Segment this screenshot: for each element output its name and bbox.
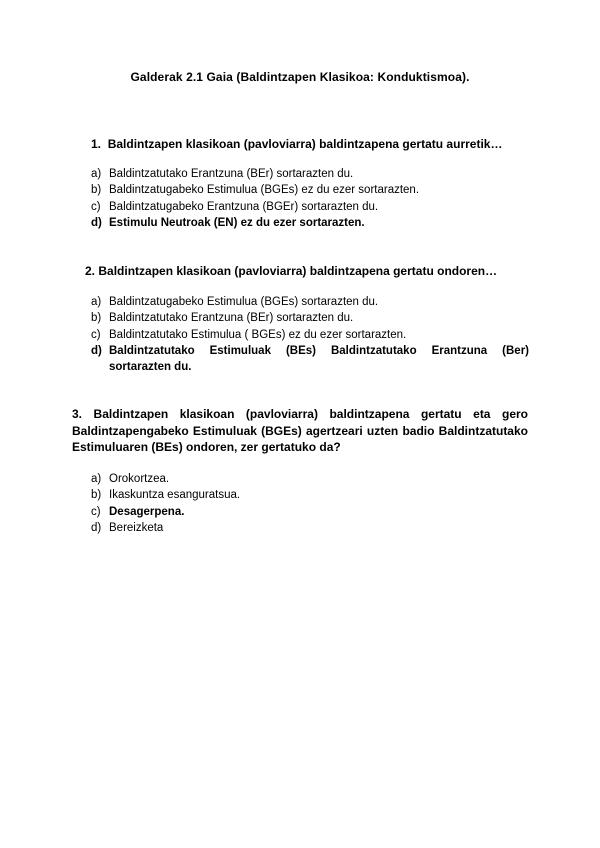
question-3-number: 3. xyxy=(72,407,83,421)
question-1-text: Baldintzapen klasikoan (pavloviarra) baldintzapena gertatu aurretik… xyxy=(107,137,503,151)
option-text: Baldintzatugabeko Erantzuna (BGEr) sortarazten du. xyxy=(109,200,379,213)
option-label: a) xyxy=(91,473,102,485)
question-2-number: 2. xyxy=(85,264,96,278)
option-item xyxy=(91,520,511,536)
question-2-text: Baldintzapen klasikoan (pavloviarra) baldintzapena gertatu ondoren… xyxy=(98,264,498,278)
option-label: c) xyxy=(91,328,101,341)
option-text: Baldintzatugabeko Estimulua (BGEs) ez du ezer sortarazten. xyxy=(109,184,420,197)
option-item xyxy=(91,487,511,503)
document-title: Galderak 2.1 Gaia (Baldintzapen Klasikoa: Konduktismoa). xyxy=(130,70,470,84)
option-item xyxy=(91,294,511,310)
option-label: c) xyxy=(91,200,101,213)
option-item xyxy=(91,471,511,487)
option-item xyxy=(91,166,511,182)
option-text: Baldintzatutako Erantzuna (BEr) sortarazten du. xyxy=(109,312,354,325)
option-label: c) xyxy=(91,505,101,518)
option-text: Desagerpena. xyxy=(109,505,185,518)
option-label: b) xyxy=(91,312,102,325)
option-item-correct xyxy=(91,215,511,231)
option-text: Baldintzatutako Estimulua ( BGEs) ez du ezer sortarazten. xyxy=(109,328,407,341)
option-item-correct xyxy=(91,504,511,520)
question-1-options xyxy=(91,166,511,231)
option-text: Baldintzatugabeko Estimulua (BGEs) sortarazten du. xyxy=(109,296,379,308)
option-label: d) xyxy=(91,521,102,534)
question-3 xyxy=(72,406,528,456)
option-label: a) xyxy=(91,296,102,308)
option-text: Bereizketa xyxy=(109,521,164,534)
option-label: b) xyxy=(91,184,102,197)
question-1-number: 1. xyxy=(91,137,102,151)
option-item xyxy=(91,199,511,215)
question-3-options xyxy=(91,471,511,536)
option-item xyxy=(91,182,511,198)
question-2 xyxy=(85,264,497,278)
question-1 xyxy=(91,137,502,151)
question-3-text: Baldintzapen klasikoan (pavloviarra) baldintzapena gertatu eta gero Baldintzapengabeko Estimuluak (BGEs) agertzeari uzten badio Baldintzatutako Estimuluaren (BEs) ondoren, zer gertatuko da? xyxy=(72,407,528,454)
option-item xyxy=(91,310,511,326)
option-label: a) xyxy=(91,168,102,180)
option-item xyxy=(91,327,511,343)
option-label: d) xyxy=(91,344,102,357)
option-label: d) xyxy=(91,216,102,229)
option-text: Baldintzatutako Estimuluak (BEs) Baldintzatutako Erantzuna (Ber) sortarazten du. xyxy=(109,344,529,374)
option-item-correct xyxy=(91,343,529,376)
option-text: Baldintzatutako Erantzuna (BEr) sortarazten du. xyxy=(109,168,354,180)
option-text: Orokortzea. xyxy=(109,473,170,485)
option-label: b) xyxy=(91,489,102,502)
option-text: Estimulu Neutroak (EN) ez du ezer sortarazten. xyxy=(109,216,365,229)
question-2-options xyxy=(91,294,529,375)
option-text: Ikaskuntza esanguratsua. xyxy=(109,489,241,502)
